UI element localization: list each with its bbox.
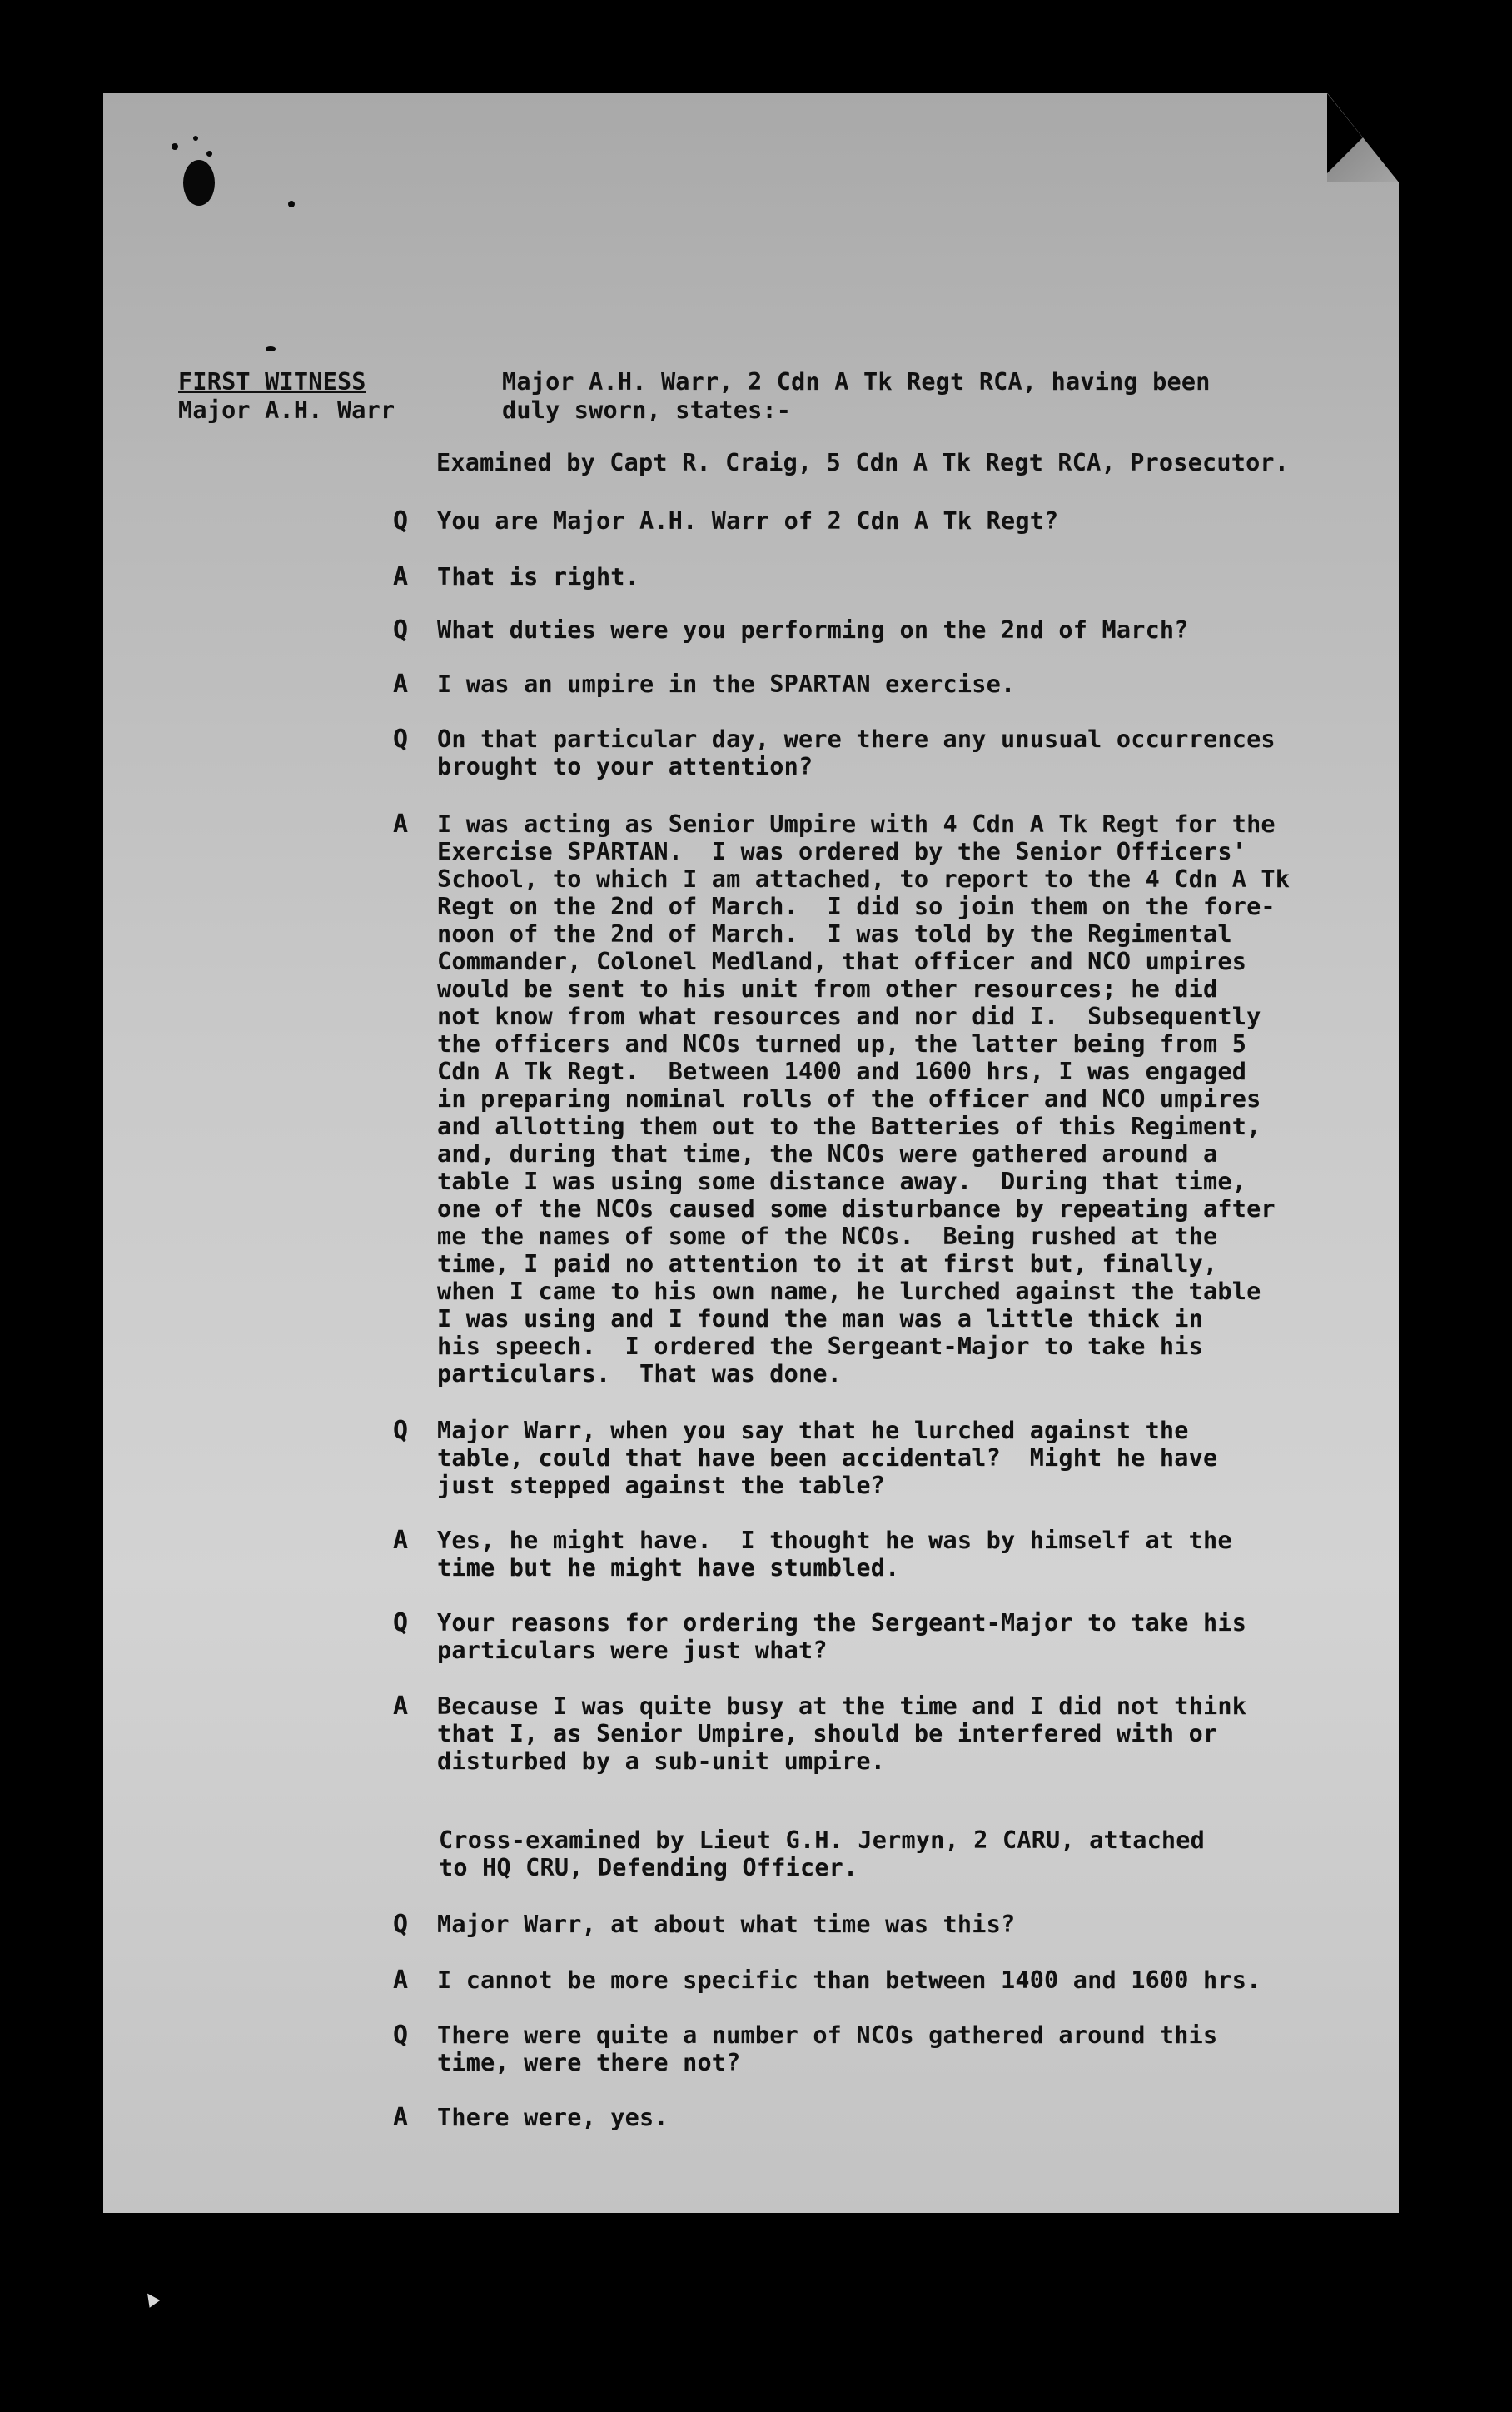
- qa-marker: A: [392, 670, 409, 699]
- qa-line: that I, as Senior Umpire, should be interfered with or: [437, 1720, 1218, 1747]
- qa-line: On that particular day, were there any unusual occurrences: [437, 725, 1276, 753]
- qa-marker: Q: [392, 725, 409, 754]
- qa-line: his speech. I ordered the Sergeant-Major to take his: [437, 1333, 1203, 1360]
- scan-mark: ▲: [137, 2284, 163, 2312]
- qa-marker: A: [392, 810, 409, 839]
- witness-heading: FIRST WITNESS: [178, 368, 366, 396]
- qa-line: when I came to his own name, he lurched against the table: [437, 1278, 1261, 1305]
- ink-speck: [193, 136, 198, 141]
- witness-name: Major A.H. Warr: [178, 396, 395, 424]
- qa-line: particulars were just what?: [437, 1637, 828, 1664]
- qa-line: and, during that time, the NCOs were gathered around a: [437, 1140, 1218, 1168]
- qa-marker: Q: [392, 1608, 409, 1637]
- qa-line: time, were there not?: [437, 2049, 741, 2076]
- qa-line: time but he might have stumbled.: [437, 1554, 900, 1582]
- qa-line: just stepped against the table?: [437, 1472, 886, 1499]
- qa-line: You are Major A.H. Warr of 2 Cdn A Tk Regt?: [437, 507, 1059, 535]
- qa-line: There were, yes.: [437, 2104, 669, 2131]
- qa-line: brought to your attention?: [437, 753, 813, 780]
- qa-line: What duties were you performing on the 2nd of March?: [437, 616, 1189, 644]
- qa-marker: Q: [392, 2021, 409, 2050]
- qa-line: would be sent to his unit from other resources; he did: [437, 975, 1218, 1003]
- qa-line: I was acting as Senior Umpire with 4 Cdn A Tk Regt for the: [437, 810, 1276, 838]
- qa-line: Your reasons for ordering the Sergeant-Major to take his: [437, 1609, 1247, 1637]
- qa-marker: A: [392, 1526, 409, 1555]
- qa-marker: Q: [392, 615, 409, 645]
- qa-line: Yes, he might have. I thought he was by himself at the: [437, 1527, 1232, 1554]
- qa-line: I was an umpire in the SPARTAN exercise.: [437, 670, 1016, 698]
- qa-line: I cannot be more specific than between 1400 and 1600 hrs.: [437, 1966, 1261, 1994]
- qa-marker: Q: [392, 1910, 409, 1939]
- ink-speck: [266, 346, 276, 351]
- witness-intro-line: Major A.H. Warr, 2 Cdn A Tk Regt RCA, having been: [502, 368, 1211, 396]
- qa-line: Commander, Colonel Medland, that officer and NCO umpires: [437, 948, 1247, 975]
- qa-line: Major Warr, at about what time was this?: [437, 1911, 1016, 1938]
- qa-line: and allotting them out to the Batteries of this Regiment,: [437, 1113, 1261, 1140]
- ink-speck: [288, 201, 295, 207]
- qa-line: table, could that have been accidental? Might he have: [437, 1444, 1218, 1472]
- examination-label: Examined by Capt R. Craig, 5 Cdn A Tk Regt RCA, Prosecutor.: [436, 449, 1290, 476]
- qa-line: noon of the 2nd of March. I was told by the Regimental: [437, 920, 1232, 948]
- qa-marker: A: [392, 2103, 409, 2132]
- qa-line: me the names of some of the NCOs. Being rushed at the: [437, 1223, 1218, 1250]
- qa-line: Regt on the 2nd of March. I did so join them on the fore-: [437, 893, 1276, 920]
- qa-marker: A: [392, 1966, 409, 1995]
- cross-examination-label: Cross-examined by Lieut G.H. Jermyn, 2 CARU, attached: [439, 1826, 1205, 1854]
- qa-line: Exercise SPARTAN. I was ordered by the Senior Officers': [437, 838, 1247, 865]
- ink-speck: [206, 151, 212, 157]
- qa-line: particulars. That was done.: [437, 1360, 843, 1388]
- qa-line: in preparing nominal rolls of the officer and NCO umpires: [437, 1085, 1261, 1113]
- qa-line: Because I was quite busy at the time and I did not think: [437, 1692, 1247, 1720]
- qa-line: the officers and NCOs turned up, the latter being from 5: [437, 1030, 1247, 1058]
- qa-line: I was using and I found the man was a little thick in: [437, 1305, 1203, 1333]
- qa-marker: A: [392, 562, 409, 591]
- qa-marker: Q: [392, 1416, 409, 1445]
- qa-line: time, I paid no attention to it at first but, finally,: [437, 1250, 1218, 1278]
- witness-intro-line: duly sworn, states:-: [502, 396, 792, 424]
- cross-examination-label: to HQ CRU, Defending Officer.: [439, 1854, 858, 1881]
- qa-line: There were quite a number of NCOs gathered around this: [437, 2021, 1218, 2049]
- qa-marker: Q: [392, 506, 409, 536]
- qa-line: one of the NCOs caused some disturbance by repeating after: [437, 1195, 1276, 1223]
- qa-marker: A: [392, 1692, 409, 1721]
- qa-line: That is right.: [437, 563, 640, 591]
- qa-line: Major Warr, when you say that he lurched against the: [437, 1417, 1189, 1444]
- qa-line: table I was using some distance away. During that time,: [437, 1168, 1247, 1195]
- qa-line: not know from what resources and nor did I. Subsequently: [437, 1003, 1261, 1030]
- qa-line: School, to which I am attached, to report to the 4 Cdn A Tk: [437, 865, 1291, 893]
- ink-speck: [172, 143, 178, 150]
- ink-blot: [183, 160, 215, 206]
- qa-line: disturbed by a sub-unit umpire.: [437, 1747, 886, 1775]
- qa-line: Cdn A Tk Regt. Between 1400 and 1600 hrs, I was engaged: [437, 1058, 1247, 1085]
